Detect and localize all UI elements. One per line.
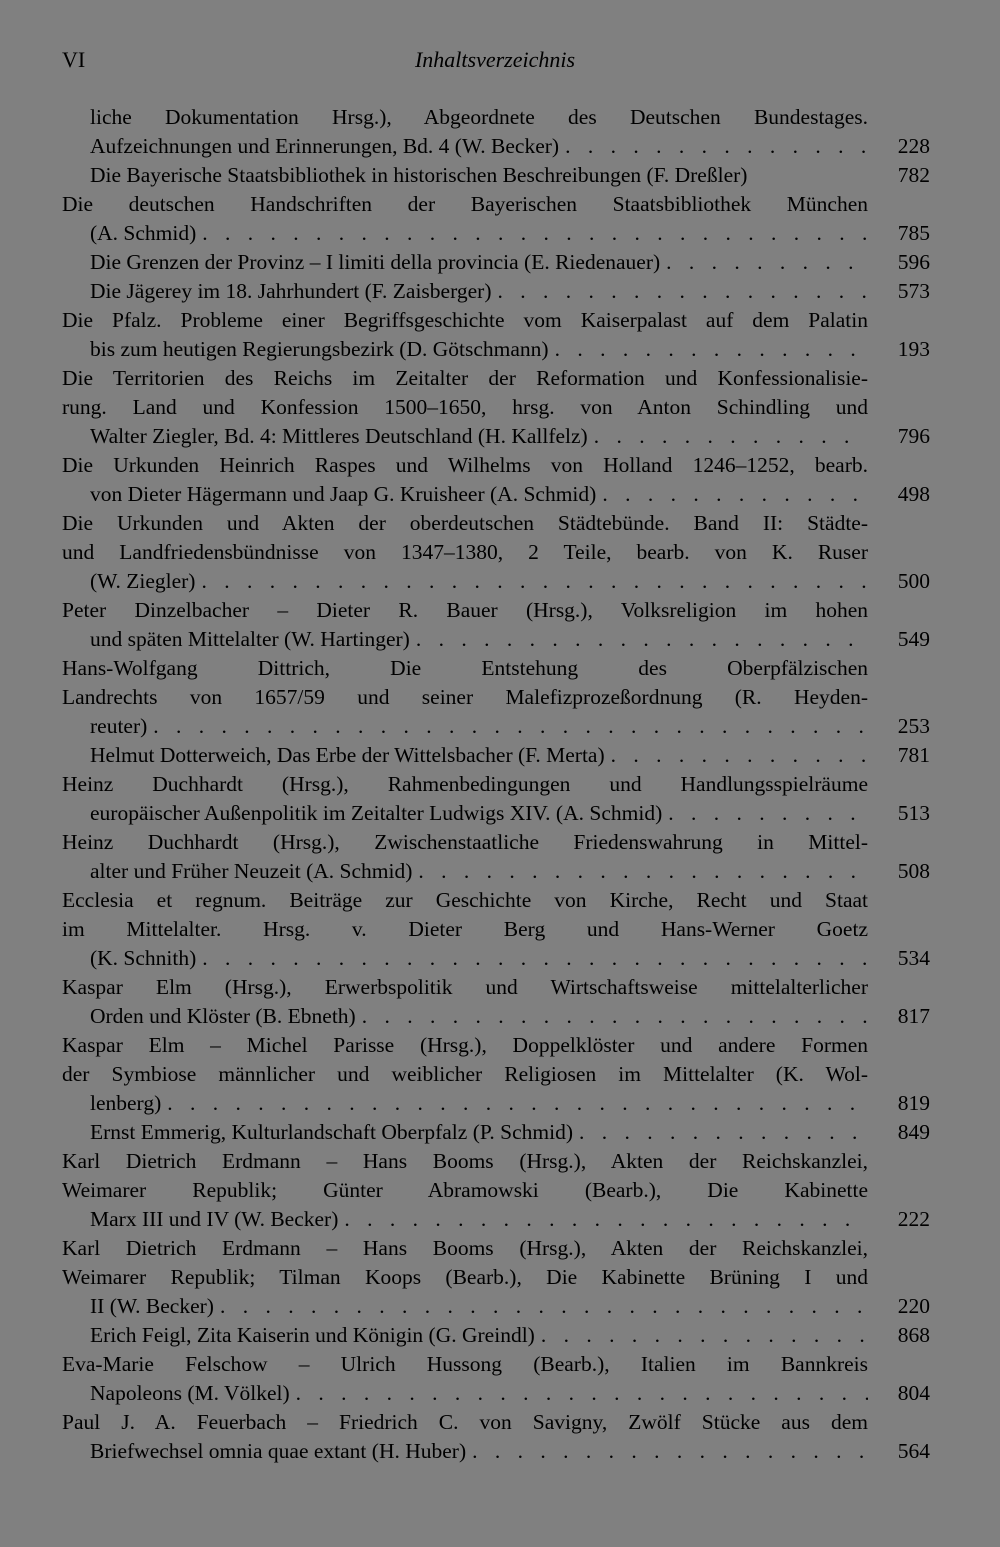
toc-page-number: 193 — [897, 337, 930, 361]
toc-page-number: 498 — [897, 482, 930, 506]
toc-page-number: 785 — [897, 221, 930, 245]
toc-page-number: 253 — [897, 714, 930, 738]
leader-dots — [202, 944, 868, 973]
leader-dots — [418, 857, 868, 886]
toc-entry — [62, 451, 930, 509]
toc-entry — [62, 1147, 930, 1234]
toc-entry-title-end: Erich Feigl, Zita Kaiserin und Königin (G. Greindl) — [90, 1323, 535, 1347]
toc-page-number: 228 — [897, 134, 930, 158]
toc-page-number: 596 — [897, 250, 930, 274]
toc-entry-line: Eva-Marie Felschow – Ulrich Hussong (Bearb.), Italien im Bannkreis — [62, 1352, 868, 1376]
leader-dots — [416, 625, 868, 654]
toc-entry — [62, 364, 930, 451]
toc-entry-title-end: Die Jägerey im 18. Jahrhundert (F. Zaisberger) — [90, 279, 492, 303]
toc-entry — [62, 1321, 930, 1350]
toc-entry-line: Weimarer Republik; Günter Abramowski (Bearb.), Die Kabinette — [62, 1178, 868, 1202]
running-header — [62, 44, 928, 76]
toc-entry — [62, 828, 930, 886]
toc-entry-title-end: (K. Schnith) — [90, 946, 197, 970]
toc-entry — [62, 248, 930, 277]
leader-dots — [344, 1205, 868, 1234]
toc-entry — [62, 770, 930, 828]
toc-page-number: 222 — [897, 1207, 930, 1231]
toc-entry — [62, 1350, 930, 1408]
toc-entry-title-end: und späten Mittelalter (W. Hartinger) — [90, 627, 410, 651]
toc-page-number: 804 — [897, 1381, 930, 1405]
leader-dots — [201, 567, 868, 596]
toc-page-number: 508 — [897, 859, 930, 883]
toc-entry-line: Weimarer Republik; Tilman Koops (Bearb.), Die Kabinette Brüning I und — [62, 1265, 868, 1289]
toc-entry-title-end: (W. Ziegler) — [90, 569, 196, 593]
toc-entry — [62, 509, 930, 596]
toc-entry — [62, 1031, 930, 1118]
leader-dots — [296, 1379, 868, 1408]
toc-entry-line: Die deutschen Handschriften der Bayerischen Staatsbibliothek München — [62, 192, 868, 216]
toc-page-number: 534 — [897, 946, 930, 970]
leader-dots — [594, 422, 868, 451]
toc-entry-title-end: alter und Früher Neuzeit (A. Schmid) — [90, 859, 413, 883]
toc-entry-line: Peter Dinzelbacher – Dieter R. Bauer (Hrsg.), Volksreligion im hohen — [62, 598, 868, 622]
toc-entry — [62, 741, 930, 770]
toc-entry-line: Die Territorien des Reichs im Zeitalter der Reformation und Konfessionalisie- — [62, 366, 868, 390]
toc-entry-line: Kaspar Elm – Michel Parisse (Hrsg.), Doppelklöster und andere Formen — [62, 1033, 868, 1057]
leader-dots — [666, 248, 868, 277]
page-number: VI — [62, 47, 86, 72]
toc-entry — [62, 190, 930, 248]
toc-entry-line: Heinz Duchhardt (Hrsg.), Zwischenstaatliche Friedenswahrung in Mittel- — [62, 830, 868, 854]
toc-entry-line: Die Urkunden Heinrich Raspes und Wilhelms von Holland 1246–1252, bearb. — [62, 453, 868, 477]
toc-entry-title-end: Briefwechsel omnia quae extant (H. Huber) — [90, 1439, 467, 1463]
table-of-contents — [62, 103, 930, 1466]
toc-entry-line: Kaspar Elm (Hrsg.), Erwerbspolitik und Wirtschaftsweise mittelalterlicher — [62, 975, 868, 999]
toc-entry-line: im Mittelalter. Hrsg. v. Dieter Berg und Hans-Werner Goetz — [62, 917, 868, 941]
toc-entry — [62, 161, 930, 190]
toc-entry — [62, 886, 930, 973]
toc-entry — [62, 1234, 930, 1321]
toc-page-number: 868 — [897, 1323, 930, 1347]
toc-entry-title-end: Aufzeichnungen und Erinnerungen, Bd. 4 (W. Becker) — [90, 134, 560, 158]
leader-dots — [167, 1089, 868, 1118]
toc-entry-title-end: Walter Ziegler, Bd. 4: Mittleres Deutschland (H. Kallfelz) — [90, 424, 588, 448]
toc-entry-title-end: von Dieter Hägermann und Jaap G. Kruisheer (A. Schmid) — [90, 482, 597, 506]
toc-page-number: 817 — [897, 1004, 930, 1028]
toc-page-number: 500 — [897, 569, 930, 593]
toc-page-number: 781 — [897, 743, 930, 767]
leader-dots — [202, 219, 868, 248]
leader-dots — [472, 1437, 868, 1466]
leader-dots — [611, 741, 868, 770]
toc-entry — [62, 277, 930, 306]
toc-entry — [62, 1408, 930, 1466]
running-title: Inhaltsverzeichnis — [414, 47, 576, 72]
leader-dots — [555, 335, 868, 364]
toc-entry-line: und Landfriedensbündnisse von 1347–1380, 2 Teile, bearb. von K. Ruser — [62, 540, 868, 564]
toc-entry-line: Karl Dietrich Erdmann – Hans Booms (Hrsg.), Akten der Reichskanzlei, — [62, 1236, 868, 1260]
leader-dots — [497, 277, 868, 306]
toc-entry-title-end: II (W. Becker) — [90, 1294, 214, 1318]
leader-dots — [668, 799, 868, 828]
toc-entry-title-end: reuter) — [90, 714, 148, 738]
leader-dots — [362, 1002, 868, 1031]
toc-entry-title-end: Marx III und IV (W. Becker) — [90, 1207, 339, 1231]
toc-page-number: 782 — [897, 163, 930, 187]
toc-page-number: 573 — [897, 279, 930, 303]
leader-dots — [153, 712, 868, 741]
toc-entry-title-end: Orden und Klöster (B. Ebneth) — [90, 1004, 356, 1028]
toc-entry-line: Hans-Wolfgang Dittrich, Die Entstehung des Oberpfälzischen — [62, 656, 868, 680]
toc-entry-line: Ecclesia et regnum. Beiträge zur Geschichte von Kirche, Recht und Staat — [62, 888, 868, 912]
toc-entry-title-end: lenberg) — [90, 1091, 162, 1115]
toc-entry-title-end: Die Bayerische Staatsbibliothek in historischen Beschreibungen (F. Dreßler) — [90, 163, 748, 187]
leader-dots — [220, 1292, 868, 1321]
toc-entry — [62, 973, 930, 1031]
toc-page-number: 220 — [897, 1294, 930, 1318]
toc-entry-line: Karl Dietrich Erdmann – Hans Booms (Hrsg.), Akten der Reichskanzlei, — [62, 1149, 868, 1173]
leader-dots — [565, 132, 868, 161]
toc-page-number: 849 — [897, 1120, 930, 1144]
toc-page-number: 549 — [897, 627, 930, 651]
toc-page-number: 819 — [897, 1091, 930, 1115]
toc-page-number: 513 — [897, 801, 930, 825]
leader-dots — [602, 480, 868, 509]
leader-dots — [579, 1118, 868, 1147]
toc-entry-line: Landrechts von 1657/59 und seiner Malefizprozeßordnung (R. Heyden- — [62, 685, 868, 709]
toc-entry-line: Die Urkunden und Akten der oberdeutschen Städtebünde. Band II: Städte- — [62, 511, 868, 535]
toc-entry-line: Heinz Duchhardt (Hrsg.), Rahmenbedingungen und Handlungsspielräume — [62, 772, 868, 796]
toc-entry-title-end: Die Grenzen der Provinz – I limiti della provincia (E. Riedenauer) — [90, 250, 661, 274]
toc-entry-line: Paul J. A. Feuerbach – Friedrich C. von Savigny, Zwölf Stücke aus dem — [62, 1410, 868, 1434]
toc-page-number: 796 — [897, 424, 930, 448]
toc-page-number: 564 — [897, 1439, 930, 1463]
toc-entry-line: der Symbiose männlicher und weiblicher Religiosen im Mittelalter (K. Wol- — [62, 1062, 868, 1086]
toc-entry-line: Die Pfalz. Probleme einer Begriffsgeschichte vom Kaiserpalast auf dem Palatin — [62, 308, 868, 332]
toc-entry-title-end: (A. Schmid) — [90, 221, 197, 245]
toc-entry-title-end: bis zum heutigen Regierungsbezirk (D. Götschmann) — [90, 337, 549, 361]
toc-entry-title-end: Helmut Dotterweich, Das Erbe der Wittelsbacher (F. Merta) — [90, 743, 605, 767]
leader-dots — [541, 1321, 868, 1350]
toc-entry — [62, 596, 930, 654]
toc-entry-line: rung. Land und Konfession 1500–1650, hrsg. von Anton Schindling und — [62, 395, 868, 419]
toc-entry-title-end: Ernst Emmerig, Kulturlandschaft Oberpfalz (P. Schmid) — [90, 1120, 574, 1144]
toc-entry-line: liche Dokumentation Hrsg.), Abgeordnete des Deutschen Bundestages. — [90, 105, 868, 129]
toc-entry — [62, 103, 930, 161]
toc-entry-title-end: europäischer Außenpolitik im Zeitalter Ludwigs XIV. (A. Schmid) — [90, 801, 663, 825]
toc-entry — [62, 306, 930, 364]
toc-entry — [62, 654, 930, 741]
toc-entry-title-end: Napoleons (M. Völkel) — [90, 1381, 290, 1405]
toc-entry — [62, 1118, 930, 1147]
